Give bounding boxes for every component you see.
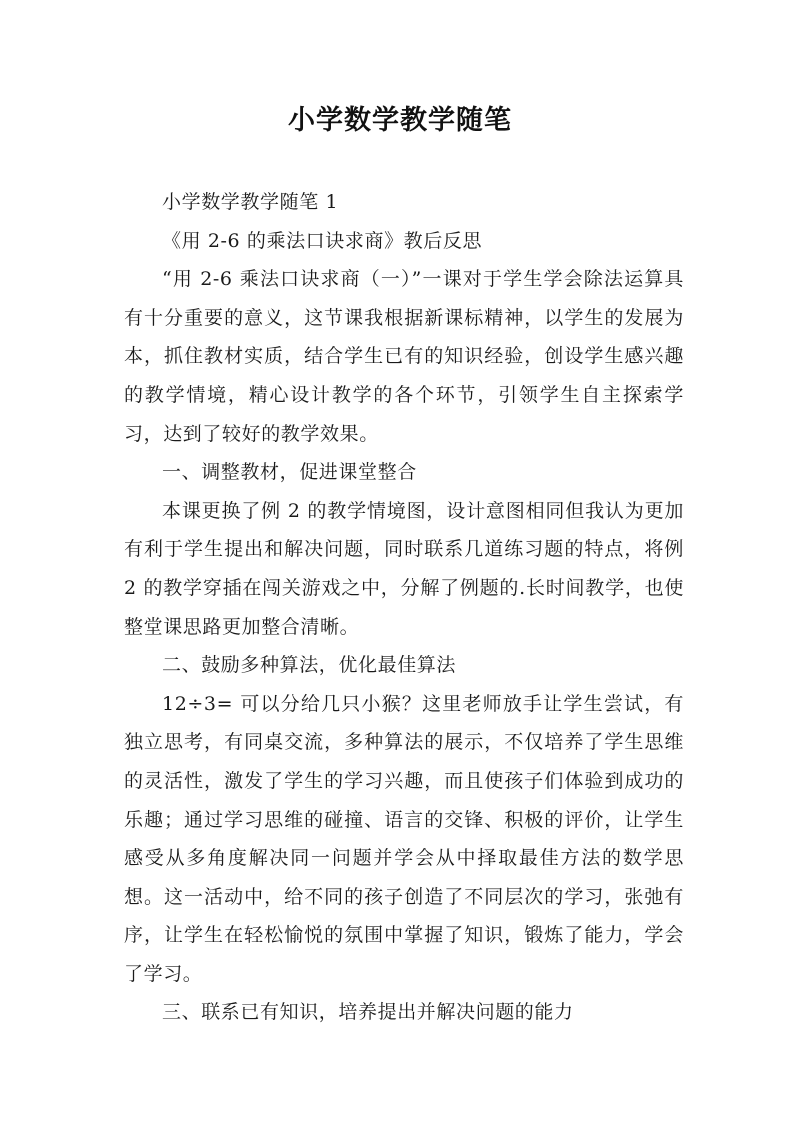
- section-paragraph-2: 12÷3= 可以分给几只小猴？这里老师放手让学生尝试，有独立思考，有同桌交流，多种算法的展示，不仅培养了学生思维的灵活性，激发了学生的学习兴趣，而且使孩子们体验到成功的乐趣；通过学习思维的碰撞、语言的交锋、积极的评价，让学生感受从多角度解决同一问题并学会从中择取最佳方法的数学思想。这一活动中，给不同的孩子创造了不同层次的学习，张弛有序，让学生在轻松愉悦的氛围中掌握了知识，锻炼了能力，学会了学习。: [124, 692, 684, 985]
- lesson-title: 《用 2-6 的乘法口诀求商》教后反思: [162, 229, 483, 252]
- intro-paragraph: “用 2-6 乘法口诀求商（一）”一课对于学生学会除法运算具有十分重要的意义，这节课我根据新课标精神，以学生的发展为本，抓住教材实质，结合学生已有的知识经验，创设学生感兴趣的教学情境，精心设计教学的各个环节，引领学生自主探索学习，达到了较好的教学效果。: [124, 268, 684, 445]
- document-body: [124, 183, 684, 1032]
- section-heading-2: 二、鼓励多种算法，优化最佳算法: [162, 654, 457, 677]
- section-paragraph-1: 本课更换了例 2 的教学情境图，设计意图相同但我认为更加有利于学生提出和解决问题，同时联系几道练习题的特点，将例 2 的教学穿插在闯关游戏之中，分解了例题的.长时间教学，也使整堂课思路更加整合清晰。: [124, 499, 684, 638]
- section-heading-1: 一、调整教材，促进课堂整合: [162, 461, 417, 484]
- essay-subtitle: 小学数学教学随笔 1: [162, 191, 339, 213]
- section-heading-3: 三、联系已有知识，培养提出并解决问题的能力: [162, 1001, 574, 1024]
- document-title: 小学数学教学随笔: [288, 105, 512, 136]
